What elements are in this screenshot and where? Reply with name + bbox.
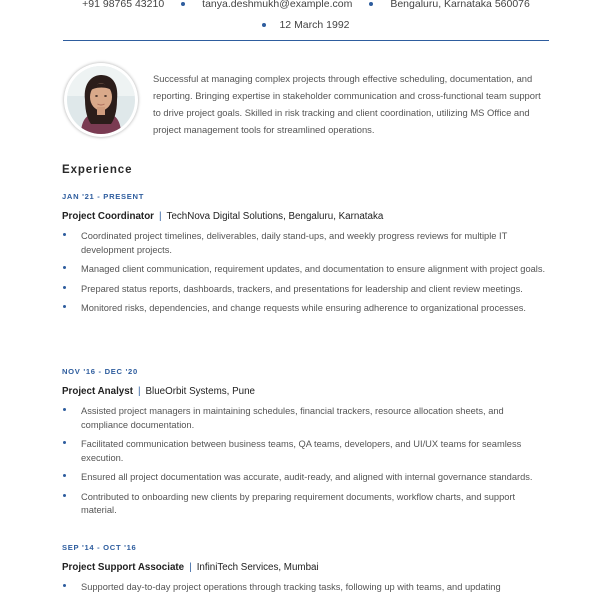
- job-role: Project Analyst: [62, 386, 133, 397]
- pipe-separator: |: [189, 562, 192, 573]
- bullet-separator-icon: [369, 2, 373, 6]
- bullet-text: Facilitated communication between business teams, QA teams, developers, and UI/UX teams for seamless execution.: [81, 439, 522, 463]
- bullet-icon: [63, 286, 66, 289]
- date-of-birth: 12 March 1992: [279, 19, 350, 31]
- bullet-text: Assisted project managers in maintaining schedules, financial trackers, resource allocation sheets, and compliance documentation.: [81, 406, 504, 430]
- bullet-text: Contributed to onboarding new clients by preparing requirement documents, workflow charts, and support material.: [81, 491, 516, 515]
- address: Bengaluru, Karnataka 560076: [390, 0, 530, 10]
- list-item: [62, 302, 552, 316]
- job-company: TechNova Digital Solutions, Bengaluru, Karnataka: [166, 211, 384, 222]
- bullet-icon: [63, 494, 66, 497]
- section-title-experience: Experience: [62, 164, 133, 176]
- list-item: [62, 471, 552, 485]
- job-responsibilities: [62, 230, 552, 316]
- job-role: Project Support Associate: [62, 562, 185, 573]
- header-divider: [63, 40, 549, 41]
- bullet-icon: [63, 584, 66, 587]
- bullet-icon: [63, 266, 66, 269]
- job-responsibilities: [62, 581, 552, 595]
- list-item: [62, 283, 552, 297]
- job-responsibilities: [62, 405, 552, 518]
- job-company: InfiniTech Services, Mumbai: [196, 562, 319, 573]
- bullet-text: Monitored risks, dependencies, and change requests while ensuring adherence to organizational processes.: [81, 303, 526, 313]
- bullet-text: Coordinated project timelines, deliverables, daily stand-ups, and weekly progress reviews for multiple IT development projects.: [81, 231, 508, 255]
- bullet-icon: [63, 474, 66, 477]
- bullet-separator-icon: [181, 2, 185, 6]
- bullet-icon: [63, 408, 66, 411]
- list-item: [62, 263, 552, 277]
- bullet-icon: [63, 233, 66, 236]
- pipe-separator: |: [137, 386, 141, 397]
- list-item: [62, 405, 552, 432]
- job-entry: [62, 542, 552, 601]
- bullet-text: Managed client communication, requirement updates, and documentation to ensure alignment with project goals.: [81, 264, 546, 274]
- job-dates: NOV '16 - DEC '20: [62, 367, 138, 376]
- job-entry: [62, 191, 552, 322]
- person-avatar-icon: [67, 66, 135, 134]
- job-company: BlueOrbit Systems, Pune: [145, 386, 255, 397]
- phone-number: +91 98765 43210: [82, 0, 165, 10]
- list-item: [62, 491, 552, 518]
- job-role: Project Coordinator: [62, 211, 154, 222]
- list-item: [62, 581, 552, 595]
- job-header: [62, 210, 552, 224]
- bullet-icon: [63, 305, 66, 308]
- bullet-text: Ensured all project documentation was accurate, audit-ready, and aligned with internal governance standards.: [81, 472, 533, 482]
- job-entry: [62, 366, 552, 524]
- profile-photo: [64, 63, 138, 137]
- contact-line-primary: [0, 0, 612, 10]
- contact-line-secondary: [0, 19, 612, 31]
- job-header: [62, 385, 552, 399]
- bullet-text: Prepared status reports, dashboards, trackers, and presentations for leadership and client review meetings.: [81, 283, 523, 294]
- bullet-icon: [63, 441, 66, 444]
- profile-summary: Successful at managing complex projects through effective scheduling, documentation, and reporting. Bringing expertise in stakeholder communication and cross-functional team support to drive project goals. Skilled in risk tracking and client coordination, utilizing MS Office and project management tools for streamlined operations.: [153, 73, 541, 135]
- job-dates: JAN '21 - PRESENT: [62, 192, 145, 201]
- list-item: [62, 230, 552, 257]
- pipe-separator: |: [159, 211, 162, 222]
- bullet-separator-icon: [262, 23, 266, 27]
- email-address[interactable]: tanya.deshmukh@example.com: [202, 0, 353, 10]
- bullet-text: Supported day-to-day project operations through tracking tasks, following up with teams, and updating: [81, 582, 501, 592]
- job-dates: SEP '14 - OCT '16: [62, 543, 137, 552]
- job-header: [62, 561, 552, 575]
- list-item: [62, 438, 552, 465]
